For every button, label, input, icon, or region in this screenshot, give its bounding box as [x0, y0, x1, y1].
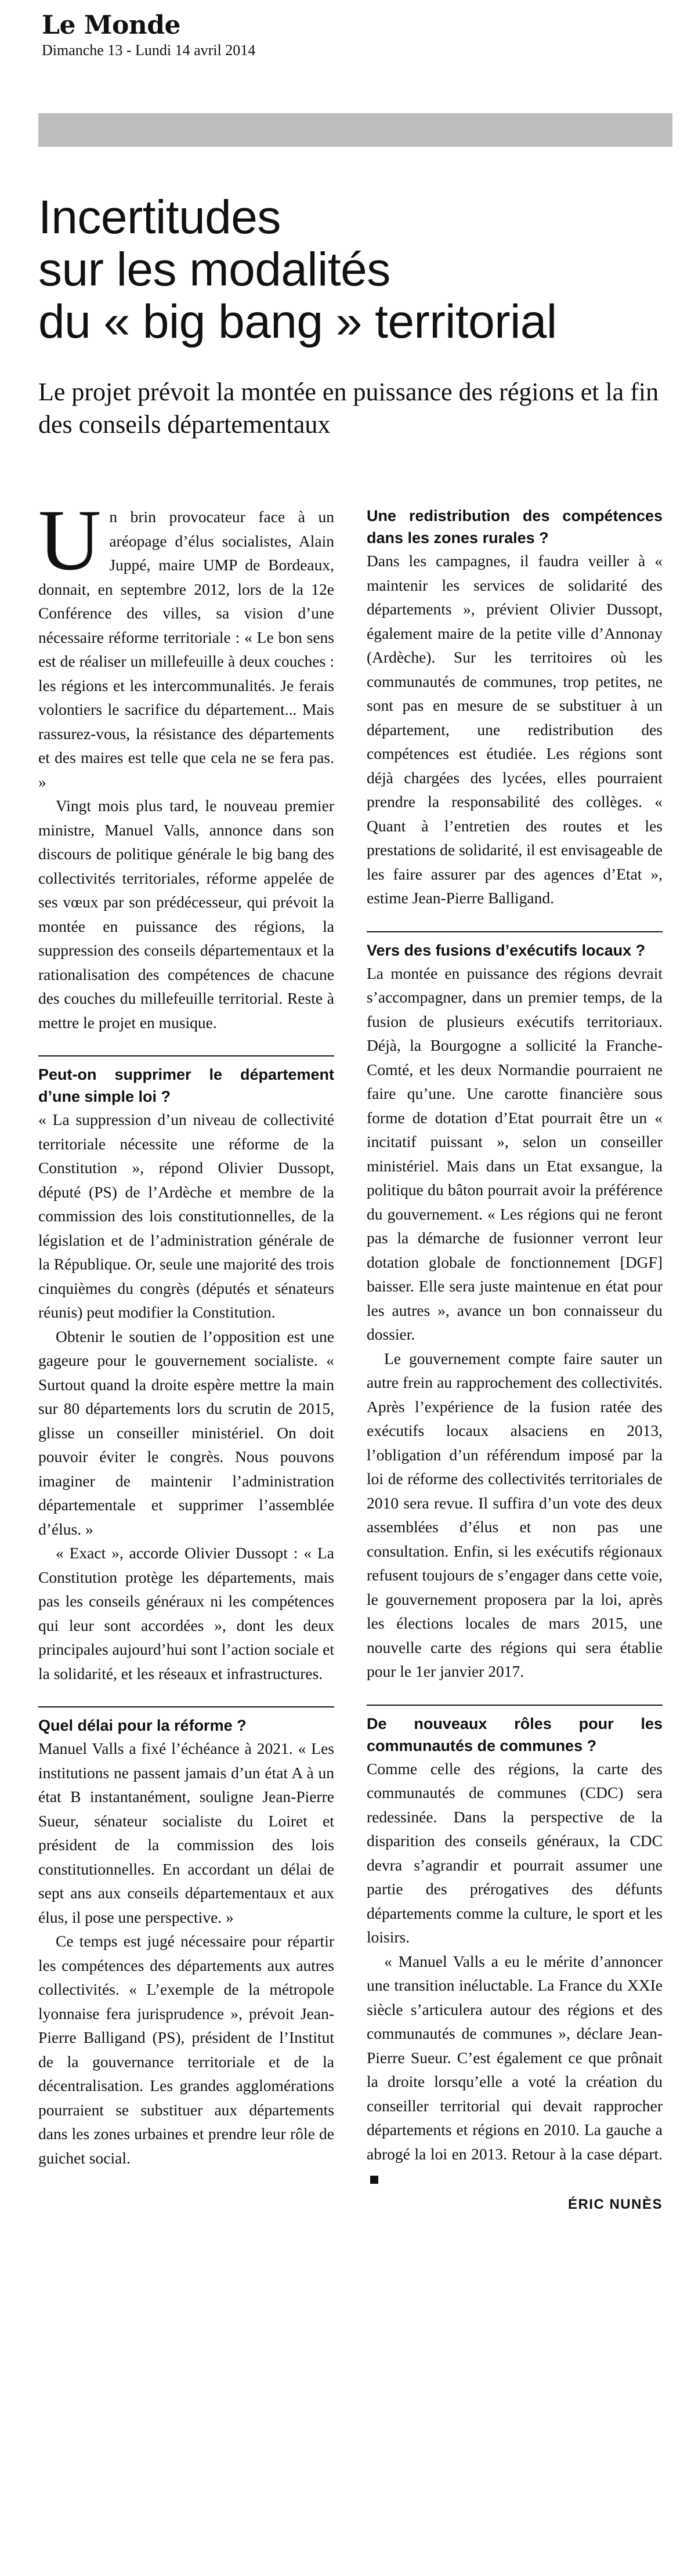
body-paragraph: Ce temps est jugé nécessaire pour répartir les compétences des départements aux autres collectivités. « L’exemple de la métropole lyonnaise fera jurisprudence », prévoit Jean-Pierre Balligand (PS), président de l’Institut de la gouvernance territoriale et de la décentralisation. Les grandes agglomérations pourraient se substituer aux départements dans les zones urbaines et prendre leur rôle de guichet social. [38, 1932, 334, 2167]
grey-header-band [38, 113, 672, 147]
end-mark-icon [370, 2176, 378, 2184]
issue-date: Dimanche 13 - Lundi 14 avril 2014 [42, 42, 256, 59]
section-heading: De nouveaux rôles pour les communautés de communes ? [367, 1705, 663, 1757]
body-paragraph: Comme celle des régions, la carte des communautés de communes (CDC) sera redessinée. Dans la perspective de la disparition des conseils généraux, la CDC devra s’agrandir et pourrait assumer une partie des prérogatives des défunts départements comme la culture, le sport et les loisirs. [367, 1759, 663, 1946]
article-column-right [367, 505, 663, 2216]
section-heading: Une redistribution des compétences dans les zones rurales ? [367, 507, 663, 547]
body-paragraph: Manuel Valls a fixé l’échéance à 2021. « Les institutions ne passent jamais d’un état A à un état B instantanément, souligne Jean-Pierre Sueur, sénateur socialiste du Loiret et président de la commission des lois constitutionnelles. En accordant un délai de sept ans aux conseils départementaux et aux élus, il pose une perspective. » [38, 1739, 334, 1926]
intro-paragraph [38, 492, 334, 794]
closing-paragraph-text: « Manuel Valls a eu le mérite d’annoncer une transition inéluctable. La France du XXIe siècle s’articulera autour des régions et des communautés de communes », déclare Jean-Pierre Sueur. C’est également ce que prônait la droite lorsqu’elle a voté la création du conseiller territorial qui devait rapprocher départements et régions en 2010. La gauche a abrogé la loi en 2013. Retour à la case départ. [367, 1952, 663, 2163]
body-paragraph: Obtenir le soutien de l’opposition est une gageure pour le gouvernement socialiste. « Surtout quand la droite espère mettre la main sur 80 départements lors du scrutin de 2015, glisse un conseiller ministériel. On doit pouvoir éviter le congrès. Nous pouvons imaginer de maintenir l’administration départementale et supprimer l’assemblée d’élus. » [38, 1327, 334, 1538]
author-signature: ÉRIC NUNÈS [567, 2196, 663, 2212]
intro-paragraph-text: n brin provocateur face à un aréopage d’élus socialistes, Alain Juppé, maire UMP de Bordeaux, donnait, en septembre 2012, lors de la 12e Conférence des villes, sa vision d’une nécessaire réforme territoriale : « Le bon sens est de réaliser un millefeuille à deux couches : les régions et les intercommunalités. Je ferais volontiers le sacrifice du département... Mais rassurez-vous, la résistance des départements et des maires est telle que cela ne se fera pas. » [38, 508, 334, 791]
body-paragraph: La montée en puissance des régions devrait s’accompagner, dans un premier temps, de la fusion de plusieurs exécutifs territoriaux. Déjà, la Bourgogne a sollicité la Franche-Comté, et les deux Normandie pourraient ne faire qu’une. Une carotte financière sous forme de dotation d’Etat pourrait être un « incitatif puissant », selon un conseiller ministériel. Mais dans un Etat exsangue, la politique du bâton pourrait avoir la préférence du gouvernement. « Les régions qui ne feront pas la démarche de fusionner verront leur dotation globale de fonctionnement [DGF] baisser. Elle sera juste maintenue en état pour les autres », avance un bon connaisseur du dossier. [367, 964, 663, 1343]
section-heading: Quel délai pour la réforme ? [38, 1706, 334, 1736]
drop-cap: U [38, 492, 102, 588]
body-paragraph: Vingt mois plus tard, le nouveau premier ministre, Manuel Valls, annonce dans son discours de politique générale le big bang des collectivités territoriales, réforme appelée de ses vœux par son prédécesseur, qui prévoit la montée en puissance des régions, la suppression des conseils départementaux et la rationalisation des compétences de chacune des couches du millefeuille territorial. Reste à mettre le projet en musique. [38, 797, 334, 1032]
headline-line: sur les modalités [38, 243, 390, 296]
article-headline [38, 191, 665, 348]
newspaper-logo: Le Monde [42, 10, 181, 40]
masthead [42, 10, 256, 59]
body-paragraph [367, 1949, 663, 2190]
headline-line: du « big bang » territorial [38, 295, 557, 348]
body-paragraph: « Exact », accorde Olivier Dussopt : « La Constitution protège les départements, mais pas les conseils généraux ni les compétences qui leur sont accordées », dont les deux principales aujourd’hui sont l’action sociale et la solidarité, et les réseaux et infrastructures. [38, 1544, 334, 1683]
headline-line: Incertitudes [38, 191, 281, 244]
section-heading: Peut-on supprimer le département d’une simple loi ? [38, 1055, 334, 1108]
article-column-left [38, 492, 334, 2170]
body-paragraph: Dans les campagnes, il faudra veiller à « maintenir les services de solidarité des départements », prévient Olivier Dussopt, également maire de la petite ville d’Annonay (Ardèche). Sur les territoires où les communautés de communes, trop petites, ne sont pas en mesure de se substituer à un département, une redistribution des compétences est étudiée. Les régions sont déjà chargées des lycées, elles pourraient prendre la responsabilité des collèges. « Quant à l’entretien des routes et les prestations de solidarité, il est envisageable de les faire assurer par des agences d’Etat », estime Jean-Pierre Balligand. [367, 552, 663, 907]
body-paragraph: Le gouvernement compte faire sauter un autre frein au rapprochement des collectivités. Après l’expérience de la fusion ratée des exécutifs locaux alsaciens en 2013, l’obligation d’un référendum imposé par la loi de réforme des collectivités territoriales de 2010 sera revue. Il suffira d’un vote des deux assemblées d’élus et non pas une consultation. Enfin, si les exécutifs régionaux refusent toujours de s’engager dans cette voie, le gouvernement proposera par la loi, après les élections locales de mars 2015, une nouvelle carte des régions qui sera établie pour le 1er janvier 2017. [367, 1349, 663, 1680]
body-paragraph: « La suppression d’un niveau de collectivité territoriale nécessite une réforme de la Constitution », répond Olivier Dussopt, député (PS) de l’Ardèche et membre de la commission des lois constitutionnelles, de la législation et de l’administration générale de la République. Or, seule une majorité des trois cinquièmes du congrès (députés et sénateurs réunis) peut modifier la Constitution. [38, 1110, 334, 1321]
section-heading: Vers des fusions d’exécutifs locaux ? [367, 931, 663, 961]
article-deck: Le projet prévoit la montée en puissance des régions et la fin des conseils départementaux [38, 378, 659, 439]
